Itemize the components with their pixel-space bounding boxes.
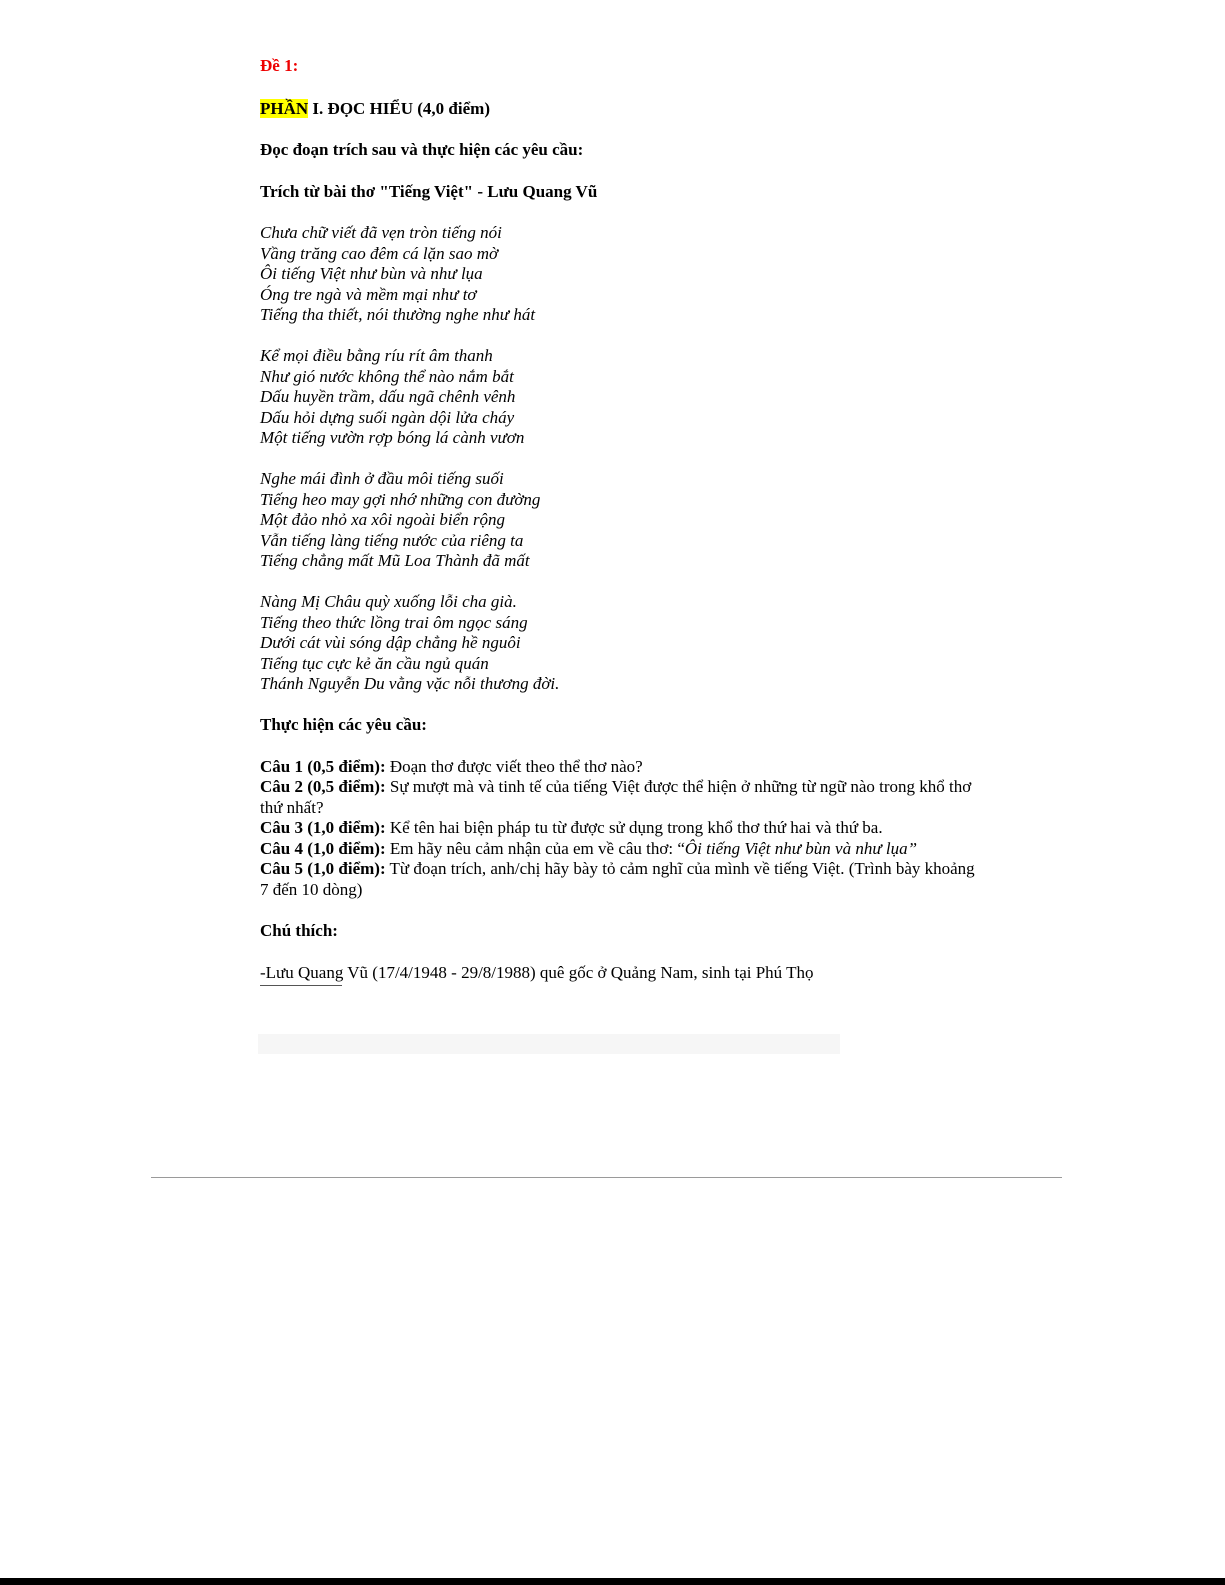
question-1: [260, 757, 980, 778]
question-label: Câu 5 (1,0 điểm):: [260, 859, 386, 878]
poem-line: Một đảo nhỏ xa xôi ngoài biển rộng: [260, 510, 506, 529]
poem-line: Nghe mái đình ở đầu môi tiếng suối: [260, 469, 504, 488]
poem-line: Vẫn tiếng làng tiếng nước của riêng ta: [260, 530, 524, 550]
highlighted-word: PHẦN: [260, 98, 309, 118]
notes-title: Chú thích:: [260, 921, 338, 940]
poem-line: Tiếng heo may gợi nhớ những con đường: [260, 489, 541, 509]
poem-line: Tiếng theo thức lồng trai ôm ngọc sáng: [260, 612, 528, 632]
poem-line: Dưới cát vùi sóng dập chẳng hề nguôi: [260, 633, 521, 652]
note-underline: [260, 985, 342, 986]
poem-line: Dấu hỏi dựng suối ngàn dội lửa cháy: [260, 407, 515, 427]
poem-stanza-1: [260, 223, 980, 326]
poem-stanza-2: [260, 346, 980, 449]
poem-line: Một tiếng vườn rợp bóng lá cành vươn: [260, 428, 525, 447]
question-label: Câu 2 (0,5 điểm):: [260, 777, 386, 796]
question-quote: Ôi tiếng Việt như bùn và như lụa”: [684, 838, 918, 858]
poem-line: Tiếng tha thiết, nói thường nghe như hát: [260, 305, 536, 324]
question-text: Kể tên hai biện pháp tu từ được sử dụng trong khổ thơ thứ hai và thứ ba.: [385, 818, 883, 837]
question-text: Từ đoạn trích, anh/chị hãy bày tỏ cảm nghĩ của mình về tiếng Việt. (Trình bày khoảng 7 đến 10 dòng): [260, 859, 975, 899]
section-title: [260, 99, 980, 120]
question-text: Đoạn thơ được viết theo thể thơ nào?: [385, 756, 643, 776]
poem-line: Tiếng chẳng mất Mũ Loa Thành đã mất: [260, 551, 530, 570]
author-note: [260, 963, 814, 984]
question-3: [260, 818, 980, 839]
bottom-edge-bar: [0, 1578, 1225, 1585]
poem-line: Như gió nước không thể nào nắm bắt: [260, 366, 514, 386]
poem-stanza-4: [260, 592, 980, 695]
section-title-rest: I. ĐỌC HIỂU (4,0 điểm): [308, 98, 490, 118]
question-5: [260, 859, 980, 900]
question-text: Em hãy nêu cảm nhận của em về câu thơ: “: [385, 838, 685, 858]
tasks-title: Thực hiện các yêu cầu:: [260, 715, 427, 734]
question-label: Câu 1 (0,5 điểm):: [260, 756, 386, 776]
poem-line: Thánh Nguyễn Du vằng vặc nỗi thương đời.: [260, 674, 560, 693]
question-label: Câu 4 (1,0 điểm):: [260, 838, 386, 858]
instruction: Đọc đoạn trích sau và thực hiện các yêu cầu:: [260, 140, 584, 159]
poem-line: Kể mọi điều bằng ríu rít âm thanh: [260, 346, 493, 365]
poem-line: Ôi tiếng Việt như bùn và như lụa: [260, 264, 483, 283]
poem-source: Trích từ bài thơ "Tiếng Việt" - Lưu Quang Vũ: [260, 181, 598, 201]
author-note-text: -Lưu Quang Vũ (17/4/1948 - 29/8/1988) quê gốc ở Quảng Nam, sinh tại Phú Thọ: [260, 962, 814, 982]
poem-line: Óng tre ngà và mềm mại như tơ: [260, 284, 477, 304]
question-2: [260, 777, 980, 818]
question-text: Sự mượt mà và tinh tế của tiếng Việt được thể hiện ở những từ ngữ nào trong khổ thơ thứ nhất?: [260, 777, 972, 817]
exam-label: Đề 1:: [260, 56, 299, 75]
poem-line: Nàng Mị Châu quỳ xuống lỗi cha già.: [260, 592, 517, 611]
document-body: [260, 56, 980, 983]
page-divider: [151, 1177, 1062, 1178]
poem-line: Tiếng tục cực kẻ ăn cầu ngủ quán: [260, 653, 489, 673]
poem-stanza-3: [260, 469, 980, 572]
question-label: Câu 3 (1,0 điểm):: [260, 818, 386, 837]
poem-line: Dấu huyền trầm, dấu ngã chênh vênh: [260, 387, 516, 406]
questions-list: [260, 757, 980, 901]
poem-line: Chưa chữ viết đã vẹn tròn tiếng nói: [260, 223, 502, 242]
question-4: [260, 839, 980, 860]
poem-line: Vầng trăng cao đêm cá lặn sao mờ: [260, 243, 499, 263]
shaded-empty-line: [258, 1034, 840, 1054]
